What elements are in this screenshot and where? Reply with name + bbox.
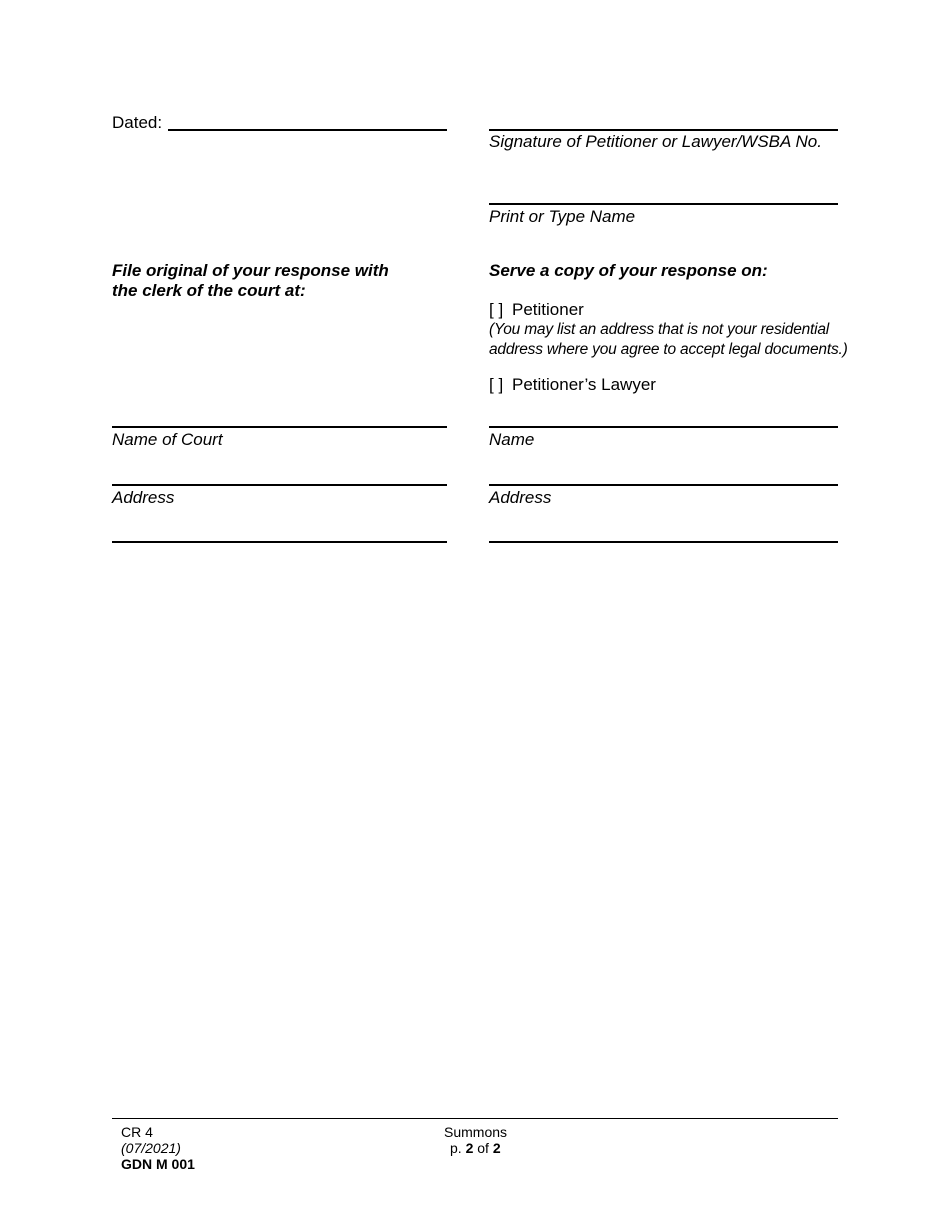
lawyer-label: Petitioner’s Lawyer (512, 375, 656, 394)
court-name-line[interactable] (112, 426, 447, 428)
serve-name-label: Name (489, 430, 535, 449)
court-address-line-1[interactable] (112, 484, 447, 486)
petitioner-label: Petitioner (512, 300, 584, 319)
petitioner-checkbox[interactable]: [ ] (489, 300, 504, 319)
court-address-label: Address (112, 488, 175, 507)
serve-name-line[interactable] (489, 426, 838, 428)
page-current: 2 (465, 1140, 474, 1156)
page-of: of (477, 1140, 489, 1156)
print-name-line[interactable] (489, 203, 838, 205)
page-number (450, 1140, 501, 1156)
court-address-line-2[interactable] (112, 541, 447, 543)
footer-rule (112, 1118, 838, 1119)
file-original-line-2: the clerk of the court at: (112, 281, 306, 300)
dated-label: Dated: (112, 113, 163, 132)
signature-label: Signature of Petitioner or Lawyer/WSBA No. (489, 132, 822, 151)
lawyer-checkbox[interactable]: [ ] (489, 375, 504, 394)
serve-address-label: Address (489, 488, 552, 507)
serve-address-line-2[interactable] (489, 541, 838, 543)
print-name-label: Print or Type Name (489, 207, 636, 226)
serve-heading: Serve a copy of your response on: (489, 261, 768, 280)
form-title: Summons (444, 1124, 508, 1140)
page-total: 2 (492, 1140, 501, 1156)
serve-address-line-1[interactable] (489, 484, 838, 486)
file-original-line-1: File original of your response with (112, 261, 389, 280)
dated-line[interactable] (168, 129, 447, 131)
rule-cite: CR 4 (121, 1124, 153, 1140)
petitioner-note-line-2: address where you agree to accept legal documents.) (489, 341, 848, 358)
revision-date: (07/2021) (121, 1140, 181, 1156)
form-number: GDN M 001 (121, 1156, 195, 1172)
name-of-court-label: Name of Court (112, 430, 223, 449)
page-prefix: p. (450, 1140, 462, 1156)
signature-line[interactable] (489, 129, 838, 131)
petitioner-note-line-1: (You may list an address that is not your residential (489, 321, 830, 338)
